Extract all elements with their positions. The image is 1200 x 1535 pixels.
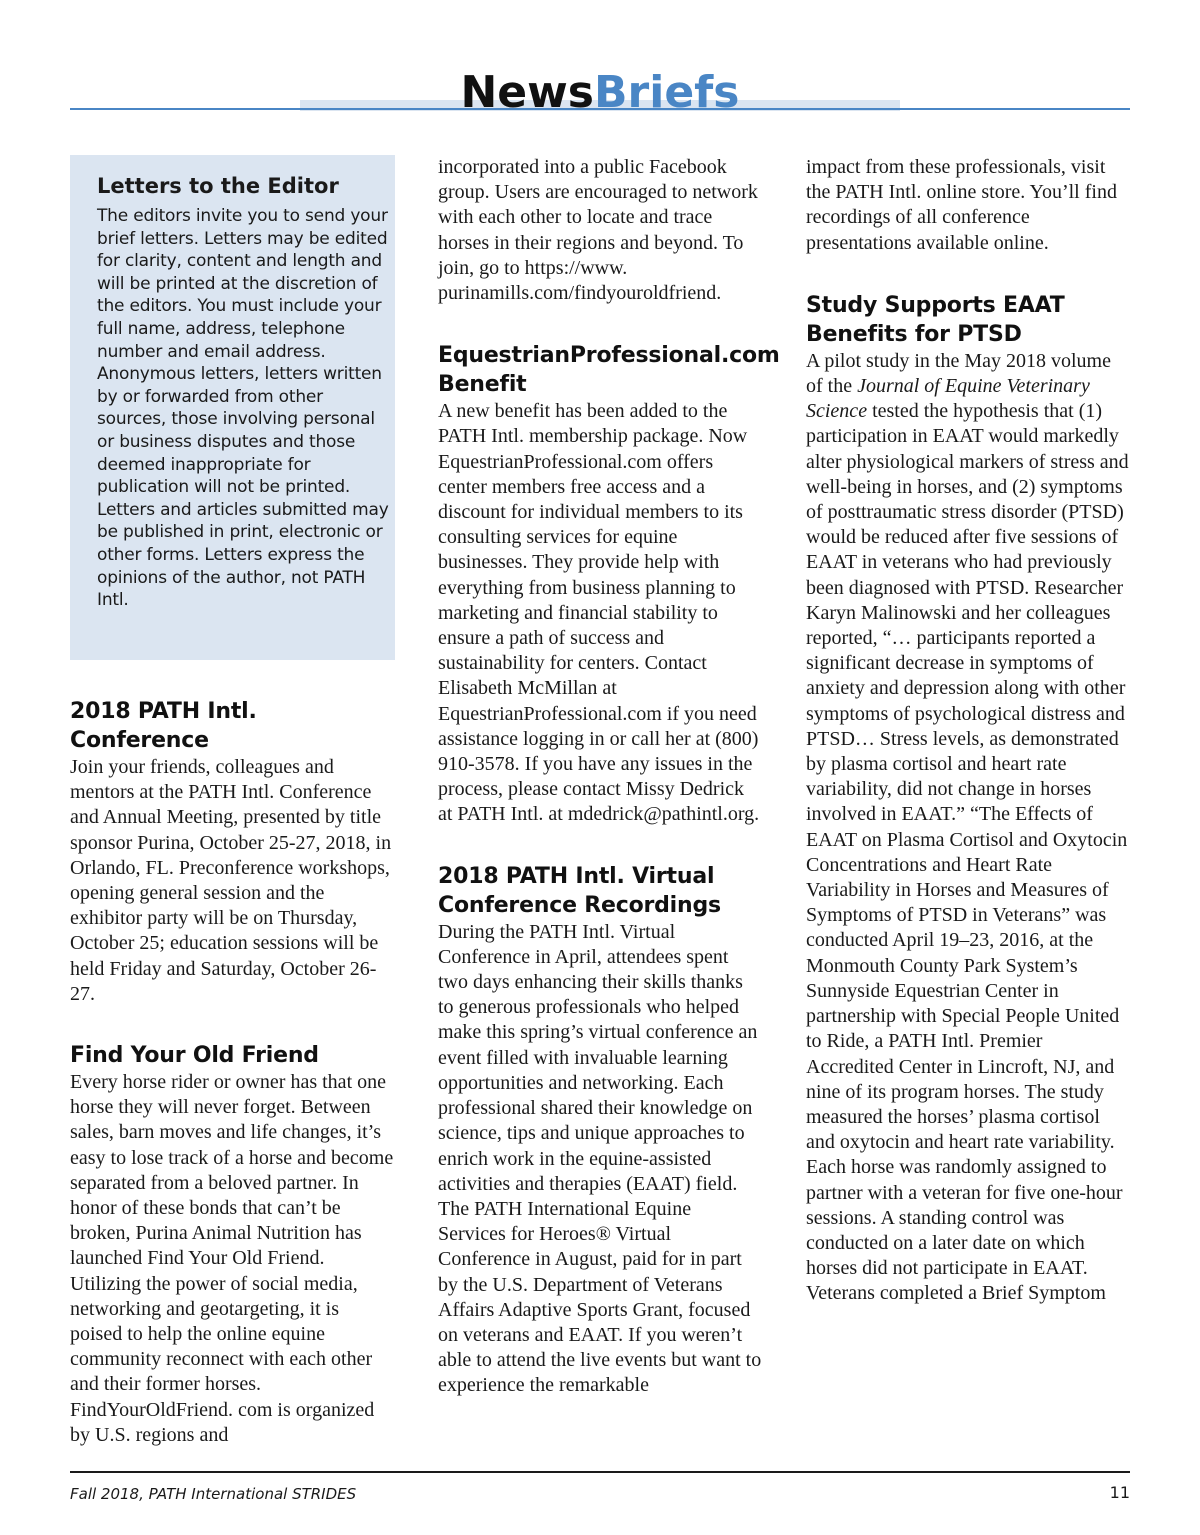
spacer: [806, 256, 1131, 291]
study-rest-text: tested the hypothesis that (1) participation in EAAT would markedly alter physiological markers of stress and well-being in horses, and (2) symptoms of posttraumatic stress disorder (PTSD) would be reduced after five sessions of EAAT in veterans who had previously been diagnosed with PTSD. Researcher Karyn Malinowski and her colleagues reported, “… participants reported a significant decrease in symptoms of anxiety and depression along with other symptoms of psychological distress and PTSD… Stress levels, as demonstrated by plasma cortisol and heart rate variability, did not change in horses involved in EAAT.” “The Effects of EAAT on Plasma Cortisol and Oxytocin Concentrations and Heart Rate Variability in Horses and Measures of Symptoms of PTSD in Veterans” was conducted April 19–23, 2016, at the Monmouth County Park System’s Sunnyside Equestrian Center in partnership with Special People United to Ride, a PATH Intl. Premier Accredited Center in Lincroft, NJ, and nine of its program horses. The study measured the horses’ plasma cortisol and oxytocin and heart rate variability. Each horse was randomly assigned to partner with a veteran for five one-hour sessions. A standing control was conducted on a later date on which horses did not participate in EAAT. Veterans completed a Brief Symptom: [806, 400, 1129, 1305]
footer-rule: [70, 1471, 1130, 1473]
article-heading-virtual: 2018 PATH Intl. Virtual Conference Recordings: [438, 863, 721, 918]
article-body-equestrian: A new benefit has been added to the PATH Intl. membership package. Now EquestrianProfessional.com offers center members free access and a discount for individual members to its consulting services for equine businesses. They provide help with everything from business planning to marketing and financial stability to ensure a path of success and sustainability for centers. Contact Elisabeth McMillan at EquestrianProfessional.com if you need assistance logging in or call her at (800) 910-3578. If you have any issues in the process, please contact Missy Dedrick at PATH Intl. at mdedrick@pathintl.org.: [438, 400, 760, 826]
page-number: 11: [1109, 1483, 1130, 1502]
article-body-old-friend-continued: incorporated into a public Facebook group. Users are encouraged to network with each other to locate and trace horses in their regions and beyond. To join, go to https://www. purinamills.com/findyouroldfriend.: [438, 156, 758, 305]
article-heading-old-friend: Find Your Old Friend: [70, 1043, 319, 1069]
article-body-old-friend: Every horse rider or owner has that one horse they will never forget. Between sales, barn moves and life changes, it’s easy to lose track of a horse and become separated from a beloved partner. In honor of these bonds that can’t be broken, Purina Animal Nutrition has launched Find Your Old Friend. Utilizing the power of social media, networking and geotargeting, it is poised to help the online equine community reconnect with each other and their former horses. FindYourOldFriend. com is organized by U.S. regions and: [70, 1071, 394, 1446]
page-title-news: News: [460, 67, 594, 118]
sidebar-body: The editors invite you to send your brief letters. Letters may be edited for clarity, content and length and will be printed at the discretion of the editors. You must include your full name, address, telephone number and email address. Anonymous letters, letters written by or forwarded from other sources, those involving personal or business disputes and those deemed inappropriate for publication will not be printed. Letters and articles submitted may be published in print, electronic or other forms. Letters express the opinions of the author, not PATH Intl.: [97, 206, 389, 611]
article-heading-equestrian: EquestrianProfessional.com Benefit: [438, 343, 780, 398]
article-body-study: [806, 349, 1131, 1307]
article-heading-conference: 2018 PATH Intl. Conference: [70, 699, 257, 753]
spacer: [438, 306, 763, 341]
letters-sidebar: [70, 155, 395, 660]
column-1: [70, 155, 395, 1448]
page-title-briefs: Briefs: [594, 67, 740, 118]
study-intro-text: A pilot study in the May 2018 volume of the: [806, 349, 1111, 398]
journal-title: Journal of Equine Veterinary Science: [806, 375, 1090, 423]
spacer: [438, 828, 763, 862]
footer-publication: Fall 2018, PATH International STRIDES: [70, 1485, 357, 1503]
article-body-conference: Join your friends, colleagues and mentors at the PATH Intl. Conference and Annual Meeting, presented by title sponsor Purina, October 25-27, 2018, in Orlando, FL. Preconference workshops, opening general session and the exhibitor party will be on Thursday, October 25; education sessions will be held Friday and Saturday, October 26-27.: [70, 756, 392, 1005]
sidebar-title: Letters to the Editor: [97, 174, 339, 198]
article-body-virtual: During the PATH Intl. Virtual Conference in April, attendees spent two days enhancing their skills thanks to generous professionals who helped make this spring’s virtual conference an event filled with invaluable learning opportunities and networking. Each professional shared their knowledge on science, tips and unique approaches to enrich work in the equine-assisted activities and therapies (EAAT) field. The PATH International Equine Services for Heroes® Virtual Conference in August, paid for in part by the U.S. Department of Veterans Affairs Adaptive Sports Grant, focused on veterans and EAAT. If you weren’t able to attend the live events but want to experience the remarkable: [438, 920, 762, 1397]
page-title: [0, 64, 1200, 122]
column-3: [806, 155, 1131, 1307]
spacer: [70, 1007, 395, 1041]
article-heading-study: Study Supports EAAT Benefits for PTSD: [806, 292, 1065, 347]
column-2: [438, 155, 780, 1399]
article-body-virtual-continued: impact from these professionals, visit the PATH Intl. online store. You’ll find recordings of all conference presentations available online.: [806, 156, 1117, 254]
